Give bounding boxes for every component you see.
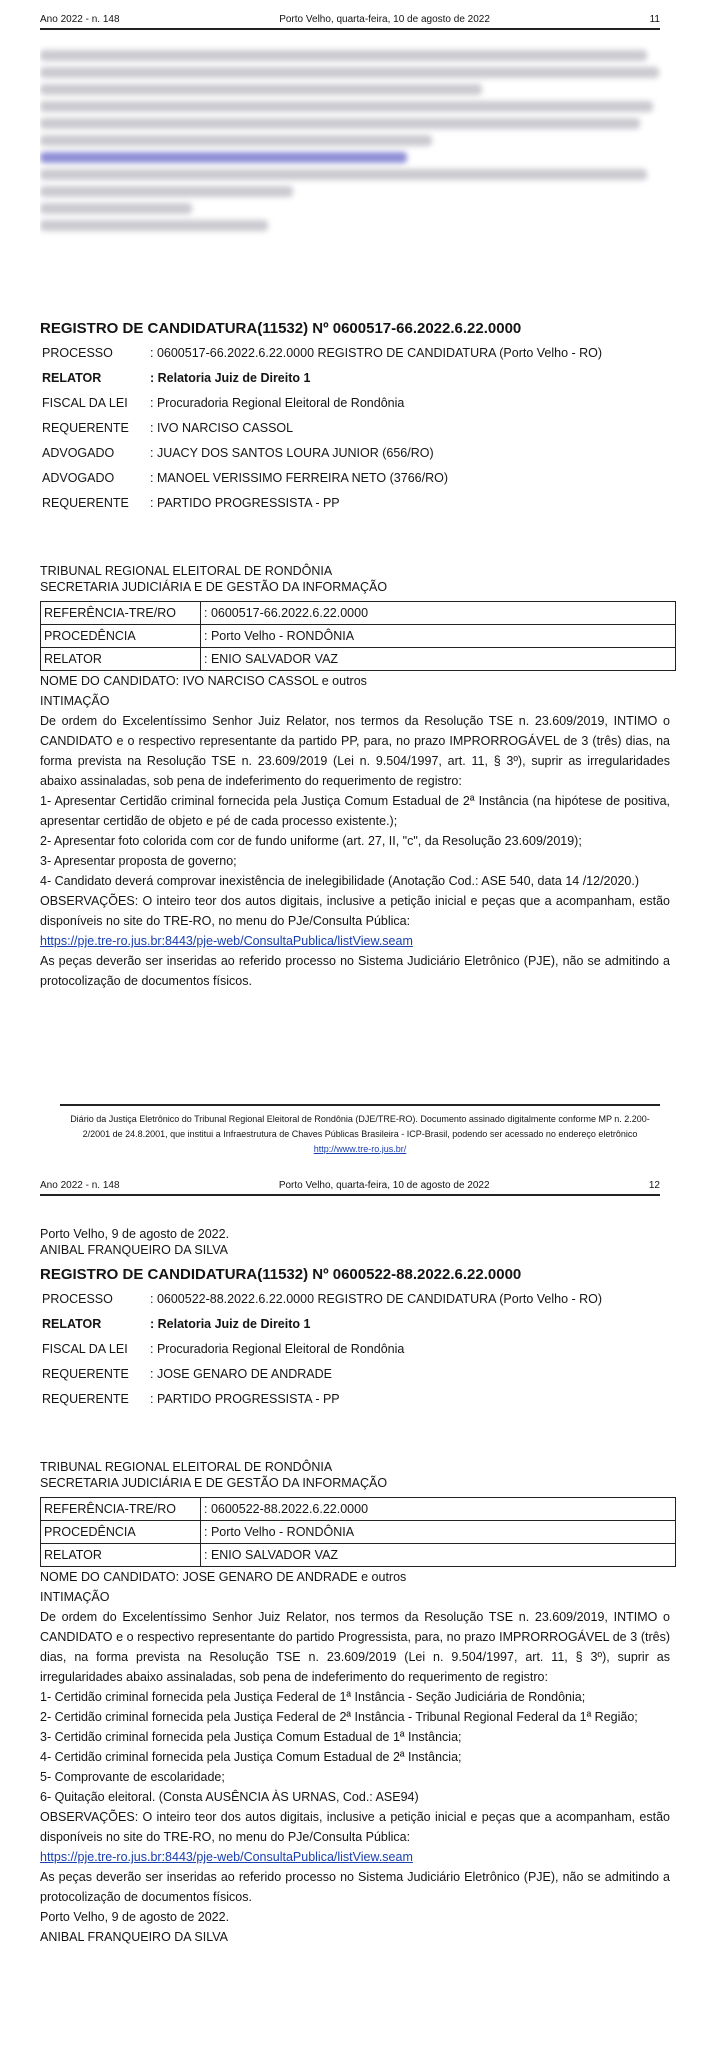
reference-table [40,601,676,671]
blurred-previous-content [40,44,672,314]
table-row: RELATOR : ENIO SALVADOR VAZ [41,648,676,671]
org-secretaria: SECRETARIA JUDICIÁRIA E DE GESTÃO DA INFORMAÇÃO [40,1476,388,1490]
table-row: REFERÊNCIA-TRE/RO : 0600522-88.2022.6.22.0000 [41,1498,676,1521]
intimacao-body: NOME DO CANDIDATO: IVO NARCISO CASSOL e outros INTIMAÇÃO De ordem do Excelentíssimo Senhor Juiz Relator, nos termos da Resolução TSE n. 23.609/2019, INTIMO o CANDIDATO e o respectivo representante da partido PP, para, no prazo IMPRORROGÁVEL de 3 (três) dias, na forma prevista na Resolução TSE n. 23.609/2019 (Lei n. 9.504/1997, art. 11, § 3º), suprir as irregularidades abaixo assinaladas, sob pena de indeferimento do requerimento de registro: 1- Apresentar Certidão criminal fornecida pela Justiça Comum Estadual de 2ª Instância (na hipótese de positiva, apresentar certidão de objeto e pé de cada processo existente.); 2- Apresentar foto colorida com cor de fundo uniforme (art. 27, II, "c", da Resolução 23.609/2019); 3- Apresentar proposta de governo; 4- Candidato deverá comprovar inexistência de inelegibilidade (Anotação Cod.: ASE 540, data 14 /12/2020.) OBSERVAÇÕES: O inteiro teor dos autos digitais, inclusive a petição inicial e peças que a acompanham, estão disponíveis no site do TRE-RO, no menu do PJe/Consulta Pública: https://pje.tre-ro.jus.br:8443/pje-web/ConsultaPublica/listView.seam As peças deverão ser inseridas ao referido processo no Sistema Judiciário Eletrônico (PJE), não se admitindo a protocolização de documentos físicos. [40,674,670,988]
pje-consulta-link[interactable]: https://pje.tre-ro.jus.br:8443/pje-web/ConsultaPublica/listView.seam [40,934,413,948]
page-header-11 [40,14,660,30]
page-footer-11: Diário da Justiça Eletrônico do Tribunal Regional Eleitoral de Rondônia (DJE/TRE-RO). Documento assinado digitalmente conforme MP n. 2.200-2/2001 de 24.8.2001, que institui a Infraestrutura de Chaves Públicas Brasileira - ICP-Brasil, podendo ser acessado no endereço eletrônico http://www.tre-ro.jus.br/ [60,1104,660,1157]
registro-517 [40,320,670,991]
header-date: Porto Velho, quarta-feira, 10 de agosto de 2022 [278,1180,490,1191]
header-page-number: 12 [648,1180,660,1191]
pje-consulta-link[interactable]: https://pje.tre-ro.jus.br:8443/pje-web/ConsultaPublica/listView.seam [40,1850,413,1864]
signature-name: ANIBAL FRANQUEIRO DA SILVA [40,1930,229,1944]
org-tribunal: TRIBUNAL REGIONAL ELEITORAL DE RONDÔNIA [40,564,333,578]
intimacao-body: NOME DO CANDIDATO: JOSE GENARO DE ANDRADE e outros INTIMAÇÃO De ordem do Excelentíssimo Senhor Juiz Relator, nos termos da Resolução TSE n. 23.609/2019, INTIMO o CANDIDATO e o respectivo representante do partido Progressista, para, no prazo IMPRORROGÁVEL de 3 (três) dias, na forma prevista na Resolução TSE n. 23.609/2019 (Lei n. 9.504/1997, art. 11, § 3º), suprir as irregularidades abaixo assinaladas, sob pena de indeferimento do requerimento de registro: 1- Certidão criminal fornecida pela Justiça Federal de 1ª Instância - Seção Judiciária de Rondônia; 2- Certidão criminal fornecida pela Justiça Federal de 2ª Instância - Tribunal Regional Federal da 1ª Região; 3- Certidão criminal fornecida pela Justiça Comum Estadual de 1ª Instância; 4- Certidão criminal fornecida pela Justiça Comum Estadual de 2ª Instância; 5- Comprovante de escolaridade; 6- Quitação eleitoral. (Consta AUSÊNCIA ÀS URNAS, Cod.: ASE94) OBSERVAÇÕES: O inteiro teor dos autos digitais, inclusive a petição inicial e peças que a acompanham, estão disponíveis no site do TRE-RO, no menu do PJe/Consulta Pública: https://pje.tre-ro.jus.br:8443/pje-web/ConsultaPublica/listView.seam As peças deverão ser inseridas ao referido processo no Sistema Judiciário Eletrônico (PJE), não se admitindo a protocolização de documentos físicos. Porto Velho, 9 de agosto de 2022. ANIBAL FRANQUEIRO DA SILVA [40,1567,670,1947]
meta-row: ADVOGADO : MANOEL VERISSIMO FERREIRA NETO (3766/RO) [42,471,448,485]
header-page-number: 11 [649,14,660,25]
meta-row: RELATOR : Relatoria Juiz de Direito 1 [42,1317,311,1331]
meta-row: REQUERENTE : PARTIDO PROGRESSISTA - PP [42,496,340,510]
meta-row: PROCESSO : 0600522-88.2022.6.22.0000 REGISTRO DE CANDIDATURA (Porto Velho - RO) [42,1292,603,1306]
page-header-12 [40,1180,660,1196]
header-edition: Ano 2022 - n. 148 [40,1180,120,1191]
meta-row: FISCAL DA LEI : Procuradoria Regional Eleitoral de Rondônia [42,396,405,410]
signature-name: ANIBAL FRANQUEIRO DA SILVA [40,1243,229,1257]
table-row: REFERÊNCIA-TRE/RO : 0600517-66.2022.6.22.0000 [41,602,676,625]
table-row: PROCEDÊNCIA : Porto Velho - RONDÔNIA [41,1521,676,1544]
meta-row: RELATOR : Relatoria Juiz de Direito 1 [42,371,311,385]
org-secretaria: SECRETARIA JUDICIÁRIA E DE GESTÃO DA INFORMAÇÃO [40,580,388,594]
header-date: Porto Velho, quarta-feira, 10 de agosto de 2022 [279,14,490,25]
meta-row: FISCAL DA LEI : Procuradoria Regional Eleitoral de Rondônia [42,1342,405,1356]
registro-522 [40,1226,670,1947]
meta-row: ADVOGADO : JUACY DOS SANTOS LOURA JUNIOR (656/RO) [42,446,434,460]
meta-row: REQUERENTE : PARTIDO PROGRESSISTA - PP [42,1392,340,1406]
meta-row: REQUERENTE : JOSE GENARO DE ANDRADE [42,1367,332,1381]
registro-title: REGISTRO DE CANDIDATURA(11532) Nº 0600517-66.2022.6.22.0000 [40,320,522,337]
tre-ro-link[interactable]: http://www.tre-ro.jus.br/ [313,1144,407,1154]
signature-place: Porto Velho, 9 de agosto de 2022. [40,1910,230,1924]
header-edition: Ano 2022 - n. 148 [40,14,120,25]
registro-title: REGISTRO DE CANDIDATURA(11532) Nº 0600522-88.2022.6.22.0000 [40,1266,522,1283]
signature-place: Porto Velho, 9 de agosto de 2022. [40,1227,230,1241]
table-row: RELATOR : ENIO SALVADOR VAZ [41,1544,676,1567]
org-tribunal: TRIBUNAL REGIONAL ELEITORAL DE RONDÔNIA [40,1460,333,1474]
table-row: PROCEDÊNCIA : Porto Velho - RONDÔNIA [41,625,676,648]
meta-row: PROCESSO : 0600517-66.2022.6.22.0000 REGISTRO DE CANDIDATURA (Porto Velho - RO) [42,346,603,360]
meta-row: REQUERENTE : IVO NARCISO CASSOL [42,421,294,435]
reference-table [40,1497,676,1567]
